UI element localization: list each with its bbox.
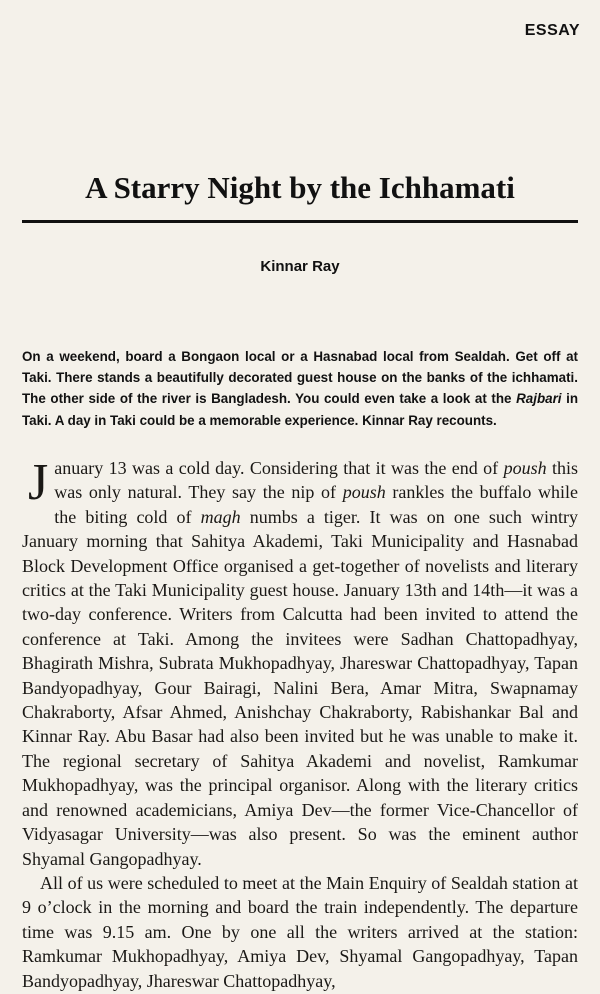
italic-term: poush — [342, 482, 386, 503]
drop-cap: J — [28, 454, 49, 511]
title-rule — [22, 220, 578, 223]
body-text: rankles the buffalo while the biting cold of — [54, 482, 578, 527]
body-text: anuary 13 was a cold day. Considering that it was the end of — [54, 458, 504, 478]
standfirst-italic: Rajbari — [516, 391, 562, 407]
article-title: A Starry Night by the Ichhamati — [85, 170, 515, 205]
italic-term: poush — [503, 458, 547, 478]
standfirst-text-end: in Taki. A day in Taki could be a memorable experience. Kinnar Ray recounts. — [22, 391, 579, 428]
body-paragraph: All of us were scheduled to meet at the Main Enquiry of Sealdah station at 9 o’clock in the morning and board the train independently. The departure time was 9.15 am. One by one all the writers arrived at the station: Ramkumar Mukhopadhyay, Amiya Dev, Shyamal Gangopadhyay, Tapan Bandyopadhyay, Jhareswar Chattopadhyay, — [22, 872, 578, 991]
article-body — [22, 456, 578, 993]
standfirst-text: On a weekend, board a Bongaon local or a Hasnabad local from Sealdah. Get off at Taki. There stands a beautifully decorated guest house on the banks of the ichhamati. The other side of the river is Bangladesh. You could even take a look at the — [22, 349, 578, 407]
standfirst — [22, 346, 578, 431]
author-byline: Kinnar Ray — [260, 258, 340, 275]
body-paragraph — [22, 456, 578, 871]
italic-term: magh — [200, 506, 241, 527]
body-text: this was only natural. They say the nip of — [54, 458, 578, 503]
body-text: numbs a tiger. It was on one such wintry January morning that Sahitya Akademi, Taki Municipality and Hasnabad Block Development Office organised a get-together of novelists and literary critics at the Taki Municipality guest house. January 13th and 14th—it was a two-day conference. Writers from Calcutta had been invited to attend the conference at Taki. Among the invitees were Sadhan Chattopadhyay, Bhagirath Mishra, Subrata Mukhopadhyay, Jhareswar Chattopadhyay, Tapan Bandyopadhyay, Gour Bairagi, Nalini Bera, Amar Mitra, Swapnamay Chakraborty, Afsar Ahmed, Anishchay Chakraborty, Rabishankar Bal and Kinnar Ray. Abu Basar had also been invited but he was unable to make it. The regional secretary of Sahitya Akademi and novelist, Ramkumar Mukhopadhyay, was the principal organisor. Along with the literary critics and renowned academicians, Amiya Dev—the former Vice-Chancellor of Vidyasagar University—was also present. So was the eminent author Shyamal Gangopadhyay. — [22, 506, 578, 869]
section-label: ESSAY — [524, 22, 580, 39]
